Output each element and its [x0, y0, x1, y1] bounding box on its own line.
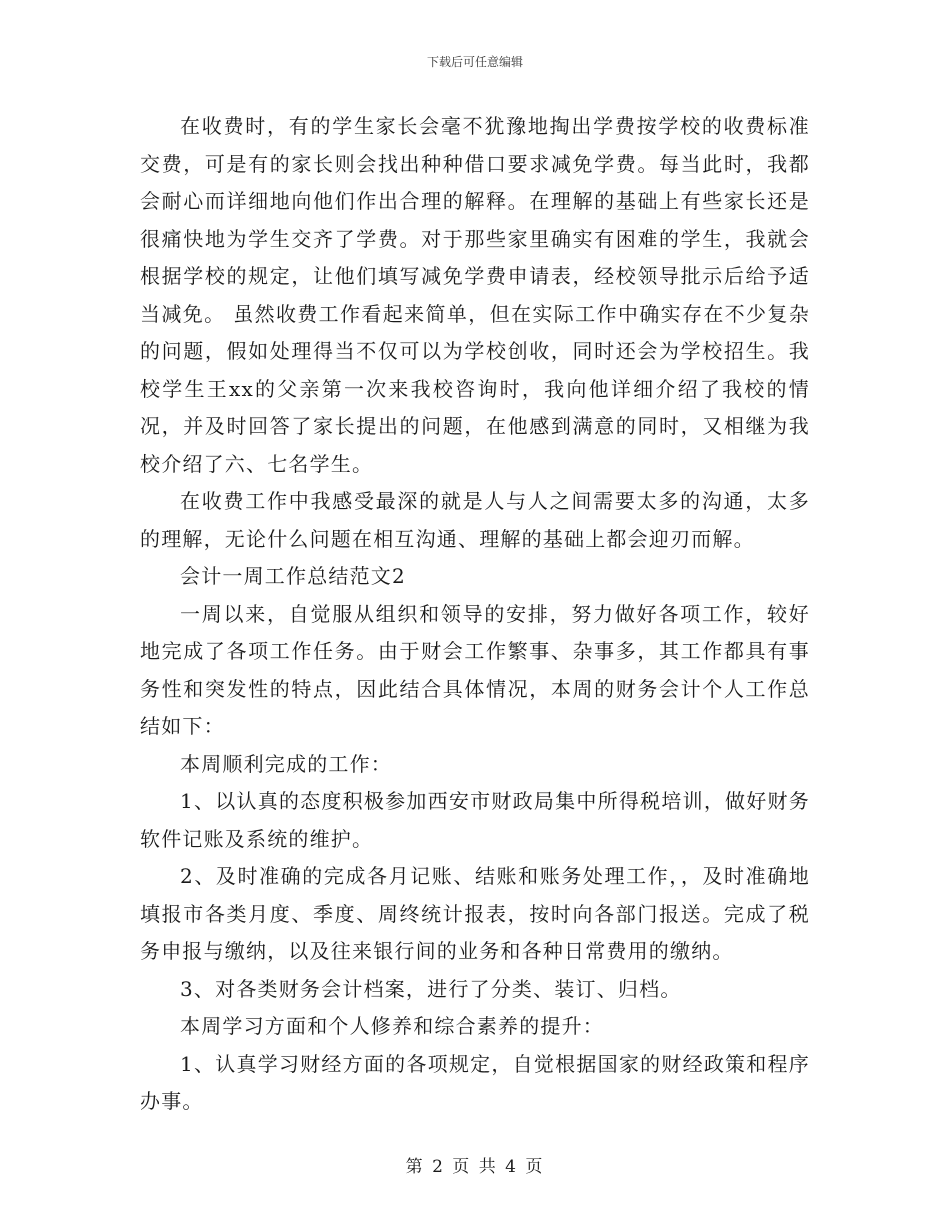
list-item: 1、认真学习财经方面的各项规定，自觉根据国家的财经政策和程序办事。 — [140, 1051, 810, 1113]
document-body — [140, 108, 810, 1121]
paragraph-completed-heading: 本周顺利完成的工作： — [180, 751, 392, 776]
list-item: 3、对各类财务会计档案，进行了分类、装订、归档。 — [180, 976, 682, 1001]
page-header: 下载后可任意编辑 — [426, 55, 523, 69]
paragraph-weekly-summary: 一周以来，自觉服从组织和领导的安排，努力做好各项工作，较好地完成了各项工作任务。由于财会工作繁事、杂事多，其工作都具有事务性和突发性的特点，因此结合具体情况，本周的财务会计个人工作总结如下： — [140, 601, 810, 738]
section-title: 会计一周工作总结范文2 — [180, 564, 406, 588]
list-item: 2、及时准确的完成各月记账、结账和账务处理工作，，及时准确地填报市各类月度、季度、周终统计报表，按时向各部门报送。完成了税务申报与缴纳，以及往来银行间的业务和各种日常费用的缴纳。 — [140, 864, 810, 963]
paragraph-communication: 在收费工作中我感受最深的就是人与人之间需要太多的沟通，太多的理解，无论什么问题在相互沟通、理解的基础上都会迎刃而解。 — [140, 489, 810, 551]
page-footer: 第 2 页 共 4 页 — [405, 1157, 545, 1177]
paragraph-fee-collection: 在收费时，有的学生家长会毫不犹豫地掏出学费按学校的收费标准交费，可是有的家长则会找出种种借口要求减免学费。每当此时，我都会耐心而详细地向他们作出合理的解释。在理解的基础上有些家长还是很痛快地为学生交齐了学费。对于那些家里确实有困难的学生，我就会根据学校的规定，让他们填写减免学费申请表，经校领导批示后给予适当减免。 虽然收费工作看起来简单，但在实际工作中确实存在不少复杂的问题，假如处理得当不仅可以为学校创收，同时还会为学校招生。我校学生王xx的父亲第一次来我校咨询时，我向他详细介绍了我校的情况，并及时回答了家长提出的问题，在他感到满意的同时，又相继为我校介绍了六、七名学生。 — [140, 114, 810, 476]
list-item: 1、以认真的态度积极参加西安市财政局集中所得税培训，做好财务软件记账及系统的维护。 — [140, 789, 810, 851]
paragraph-study-heading: 本周学习方面和个人修养和综合素养的提升： — [180, 1014, 604, 1038]
